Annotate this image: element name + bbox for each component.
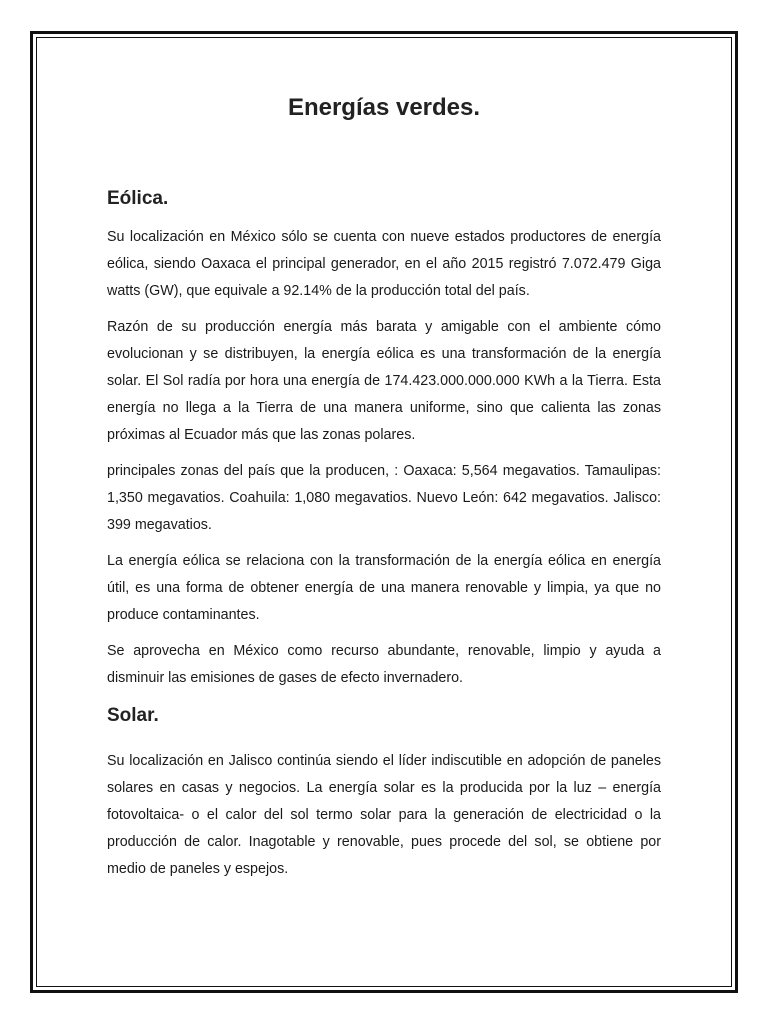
paragraph-eolica-location: Su localización en México sólo se cuenta con nueve estados productores de energía eólica, siendo Oaxaca el principal generador, en el año 2015 registró 7.072.479 Giga watts (GW), que equivale a 92.14% de la producción total del país. (107, 229, 661, 299)
paragraph-eolica-use: Se aprovecha en México como recurso abundante, renovable, limpio y ayuda a disminuir las emisiones de gases de efecto invernadero. (107, 643, 661, 686)
document-body (107, 90, 661, 883)
paragraph-eolica-reason: Razón de su producción energía más barata y amigable con el ambiente cómo evolucionan y se distribuyen, la energía eólica es una transformación de la energía solar. El Sol radía por hora una energía de 174.423.000.000.000 KWh a la Tierra. Esta energía no llega a la Tierra de una manera uniforme, sino que calienta las zonas próximas al Ecuador más que las zonas polares. (107, 319, 661, 443)
section-heading-solar: Solar. (107, 705, 159, 726)
paragraph-eolica-zones: principales zonas del país que la producen, : Oaxaca: 5,564 megavatios. Tamaulipas: 1,350 megavatios. Coahuila: 1,080 megavatios. Nuevo León: 642 megavatios. Jalisco: 399 megavatios. (107, 463, 661, 533)
paragraph-solar-location: Su localización en Jalisco continúa siendo el líder indiscutible en adopción de paneles solares en casas y negocios. La energía solar es la producida por la luz – energía fotovoltaica- o el calor del sol termo solar para la generación de electricidad o la producción de calor. Inagotable y renovable, pues procede del sol, se obtiene por medio de paneles y espejos. (107, 753, 661, 877)
section-heading-eolica: Eólica. (107, 188, 169, 209)
paragraph-eolica-relation: La energía eólica se relaciona con la transformación de la energía eólica en energía útil, es una forma de obtener energía de una manera renovable y limpia, ya que no produce contaminantes. (107, 553, 661, 623)
document-title: Energías verdes. (287, 94, 481, 121)
